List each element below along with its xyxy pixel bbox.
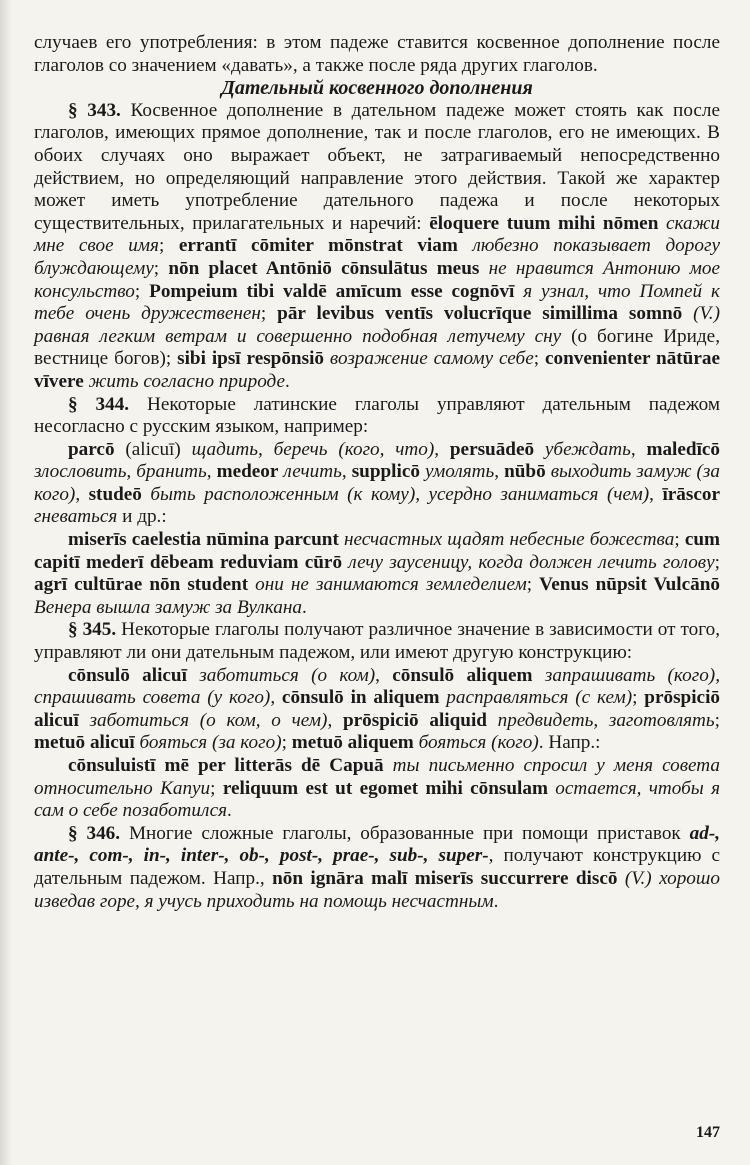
translation: умолять: [419, 461, 495, 483]
separator: ,: [327, 709, 343, 731]
separator: ;: [210, 777, 223, 799]
latin-example: agrī cultūrae nōn student: [34, 574, 249, 596]
latin-example: pār levibus ventīs volucrīque simillima somnō: [277, 303, 683, 325]
translation: запрашивать (кого), спрашивать совета (у кого): [34, 664, 720, 709]
latin-example: prōspiciō alicuī: [34, 687, 720, 731]
latin-example: prōspiciō aliquid: [342, 709, 487, 731]
section-title: Дательный косвенного дополнения: [221, 77, 533, 100]
translation: расправляться (с кем): [439, 687, 633, 709]
body-text: Многие сложные глаголы, образованные при помощи приставок: [120, 822, 690, 844]
separator: ,: [341, 461, 352, 483]
translation: я узнал, что Помпей к тебе очень дружественен: [34, 280, 720, 325]
latin-example: reliquum est ut egomet mihi cōnsulam: [222, 777, 548, 799]
examples-344-sentences: [34, 529, 720, 619]
gloss: (alicuī): [114, 438, 181, 460]
translation: (V.) равная легким ветрам и совершенно подобная летучему сну: [34, 303, 720, 347]
separator: ,: [75, 483, 89, 505]
latin-example: cum capitī mederī dēbeam reduviam cūrō: [34, 529, 720, 573]
paragraph-number: § 344.: [68, 393, 130, 415]
latin-example: nōn ignāra malī miserīs succurrere discō: [272, 867, 618, 889]
translation: возражение самому себе: [324, 348, 534, 370]
separator: ,: [434, 438, 450, 460]
translation: щадить, беречь (кого, что): [180, 438, 435, 460]
latin-example: maledīcō: [646, 438, 721, 460]
latin-example: studeō: [88, 483, 142, 505]
separator: ,: [206, 461, 217, 483]
separator: ,: [375, 664, 393, 686]
paragraph-number: § 345.: [68, 619, 117, 641]
separator: ,: [270, 687, 282, 709]
separator: ;: [281, 732, 292, 754]
latin-example: cōnsulō aliquem: [392, 664, 533, 686]
body-text: (о богине Ириде, вестнице богов);: [34, 325, 720, 370]
latin-example: īrāscor: [662, 483, 720, 505]
latin-example: Venus nūpsit Vulcānō: [539, 574, 721, 596]
translation: предвидеть, заготовлять: [486, 709, 715, 731]
separator: ;: [260, 303, 278, 325]
separator: ,: [494, 461, 505, 483]
paragraph-number: § 343.: [68, 99, 121, 121]
page-number: 147: [696, 1124, 720, 1141]
paragraph-346: [34, 823, 720, 913]
separator: ;: [674, 529, 685, 551]
translation: бояться (за кого): [134, 732, 282, 754]
latin-example: nōn placet Antōniō cōnsulātus meus: [168, 257, 480, 279]
separator: .: [285, 370, 290, 392]
latin-example: ēloquere tuum mihi nōmen: [429, 212, 659, 234]
latin-example: metuō alicuī: [34, 732, 135, 754]
translation: гневаться: [34, 506, 118, 528]
translation: они не занимаются земледелием: [248, 574, 527, 596]
latin-example: persuādeō: [449, 438, 535, 460]
separator: ;: [158, 235, 179, 257]
translation: выходить замуж (за кого): [34, 461, 720, 505]
latin-example: cōnsulō alicuī: [68, 664, 187, 686]
separator: ;: [632, 687, 645, 709]
translation: (V.) хорошо изведав горе, я учусь приходить на помощь несчастным: [34, 867, 720, 912]
translation: ты письменно спросил у меня совета относительно Капуи: [34, 755, 720, 799]
separator: .: [301, 596, 307, 618]
translation: не нравится Антонию мое консульство: [34, 257, 720, 302]
translation: заботиться (о ком, о чем): [78, 709, 328, 731]
separator: ;: [714, 551, 720, 573]
paragraph-343: [34, 100, 720, 394]
latin-example: cōnsulō in aliquem: [281, 687, 440, 709]
separator: .: [493, 890, 499, 912]
prefix-list: ad-, ante-, com-, in-, inter-, ob-, post-, prae-, sub-, super-: [34, 822, 721, 867]
examples-344-verbs: [34, 439, 720, 529]
latin-example: miserīs caelestia nūmina parcunt: [68, 529, 339, 551]
paragraph-345: [34, 619, 720, 664]
translation: остается, чтобы я сам о себе позаботился: [34, 777, 720, 822]
separator: ;: [526, 574, 540, 596]
paragraph-number: § 346.: [68, 822, 121, 844]
separator: . Напр.:: [538, 732, 601, 754]
latin-example: supplicō: [351, 461, 420, 483]
scan-edge-shadow: [0, 0, 12, 1165]
intro-paragraph: случаев его употребления: в этом падеже ставится косвенное дополнение после глаголов со значением «давать», а также после ряда других глаголов.: [34, 32, 720, 76]
latin-example: medeor: [216, 461, 279, 483]
separator: ;: [153, 257, 169, 279]
translation: любезно показывает дорогу блуждающему: [34, 235, 720, 279]
separator: ;: [714, 709, 720, 731]
body-text: Некоторые латинские глаголы управляют дательным падежом несогласно с русским языком, например:: [34, 393, 720, 438]
paragraph-344: [34, 394, 720, 439]
translation: жить согласно природе: [83, 370, 286, 392]
separator: ,: [649, 483, 663, 505]
latin-example: sibi ipsī respōnsiō: [177, 348, 324, 370]
latin-example: Pompeium tibi valdē amīcum esse cognōvī: [149, 280, 515, 302]
examples-345-sentences: [34, 755, 720, 823]
translation: злословить, бранить: [34, 461, 207, 483]
translation: несчастных щадят небесные божества: [338, 529, 675, 551]
translation: лечу заусеницу, когда должен лечить голову: [342, 551, 715, 573]
latin-example: metuō aliquem: [291, 732, 414, 754]
translation: заботиться (о ком): [186, 664, 376, 686]
examples-345-verbs: [34, 665, 720, 755]
body-text: Некоторые глаголы получают различное значение в зависимости от того, управляют ли они дательным падежом, или имеют другую конструкцию:: [34, 619, 720, 664]
translation: Венера вышла замуж за Вулкана: [34, 596, 302, 618]
translation: убеждать: [534, 438, 631, 460]
body-text: , получают конструкцию с дательным падежом. Напр.,: [34, 845, 721, 889]
separator: ,: [630, 438, 647, 460]
body-text: Косвенное дополнение в дательном падеже может стоять как после глаголов, имеющих прямое дополнение, так и после глаголов, его не имеющих. В обоих случаях оно выражает объект, не затрагиваемый непосредственно действием, но определяющий направление этого действия. Такой же характер может иметь употребление дательного падежа и после некоторых существительных, прилагательных и наречий:: [34, 99, 720, 234]
separator: ;: [533, 348, 545, 370]
separator: и др.:: [117, 506, 167, 528]
separator: ;: [134, 280, 150, 302]
latin-example: parcō: [68, 438, 115, 460]
translation: скажи мне свое имя: [34, 212, 720, 257]
translation: быть расположенным (к кому), усердно заниматься (чем): [141, 483, 650, 505]
latin-example: cōnsuluistī mē per litterās dē Capuā: [68, 755, 384, 776]
latin-example: errantī cōmiter mōnstrat viam: [178, 235, 458, 257]
translation: бояться (кого): [413, 732, 539, 754]
latin-example: nūbō: [504, 461, 546, 483]
latin-example: convenienter nātūrae vīvere: [34, 348, 720, 392]
translation: лечить: [278, 461, 342, 483]
separator: .: [227, 800, 232, 822]
